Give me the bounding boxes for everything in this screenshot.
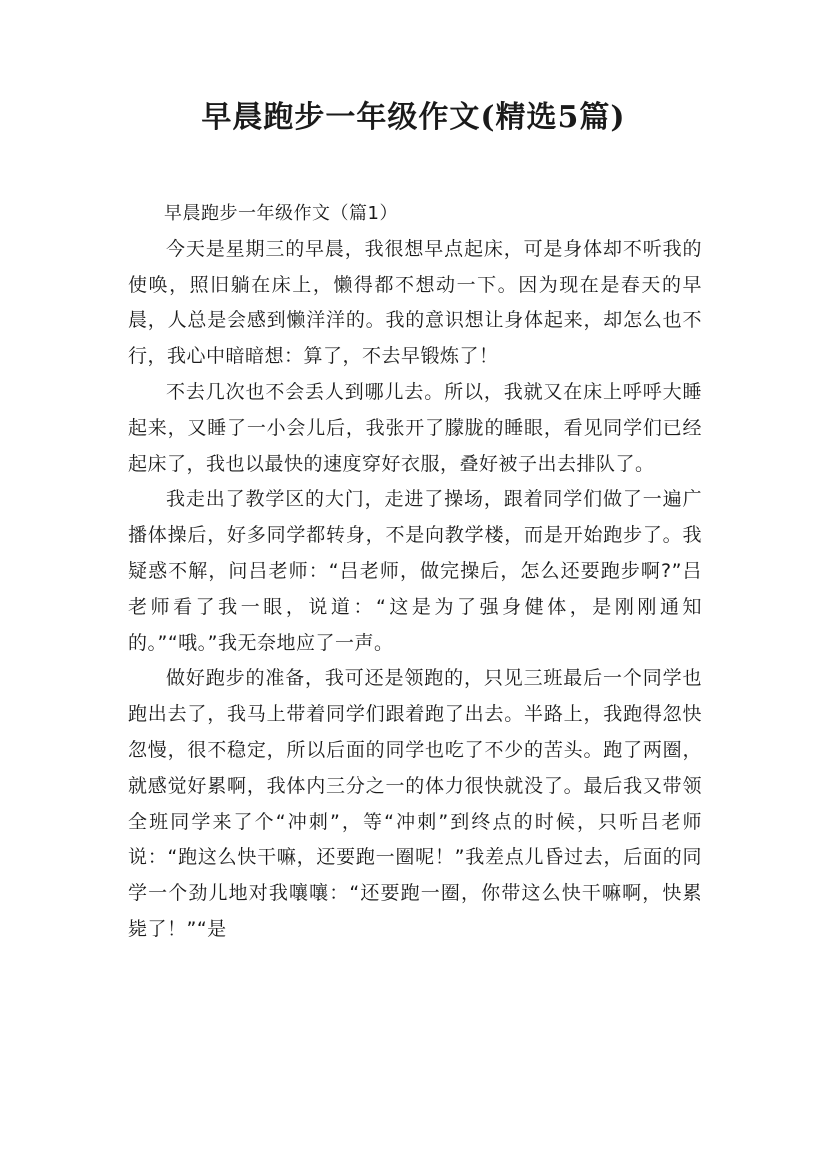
paragraph-3: 我走出了教学区的大门，走进了操场，跟着同学们做了一遍广播体操后，好多同学都转身，不是向教学楼，而是开始跑步了。我疑惑不解，问吕老师：“吕老师，做完操后，怎么还要跑步啊?”吕老师看了我一眼，说道：“这是为了强身健体，是刚刚通知的。”“哦。”我无奈地应了一声。 bbox=[128, 488, 702, 654]
paragraph-4: 做好跑步的准备，我可还是领跑的，只见三班最后一个同学也跑出去了，我马上带着同学们跟着跑了出去。半路上，我跑得忽快忽慢，很不稳定，所以后面的同学也吃了不少的苦头。跑了两圈，就感觉好累啊，我体内三分之一的体力很快就没了。最后我又带领全班同学来了个“冲刺”，等“冲刺”到终点的时候，只听吕老师说：“跑这么快干嘛，还要跑一圈呢！”我差点儿昏过去，后面的同学一个劲儿地对我嚷嚷：“还要跑一圈，你带这么快干嘛啊，快累毙了！”“是 bbox=[128, 667, 702, 940]
document-body bbox=[128, 196, 702, 948]
document-title: 早晨跑步一年级作文(精选5篇) bbox=[201, 100, 626, 135]
paragraph-2: 不去几次也不会丢人到哪儿去。所以，我就又在床上呼呼大睡起来，又睡了一小会儿后，我张开了朦胧的睡眼，看见同学们已经起床了，我也以最快的速度穿好衣服，叠好被子出去排队了。 bbox=[128, 380, 702, 475]
paragraph-1: 今天是星期三的早晨，我很想早点起床，可是身体却不听我的使唤，照旧躺在床上，懒得都不想动一下。因为现在是春天的早晨，人总是会感到懒洋洋的。我的意识想让身体起来，却怎么也不行，我心中暗暗想：算了，不去早锻炼了！ bbox=[128, 237, 702, 368]
section-heading: 早晨跑步一年级作文（篇1） bbox=[164, 203, 398, 224]
